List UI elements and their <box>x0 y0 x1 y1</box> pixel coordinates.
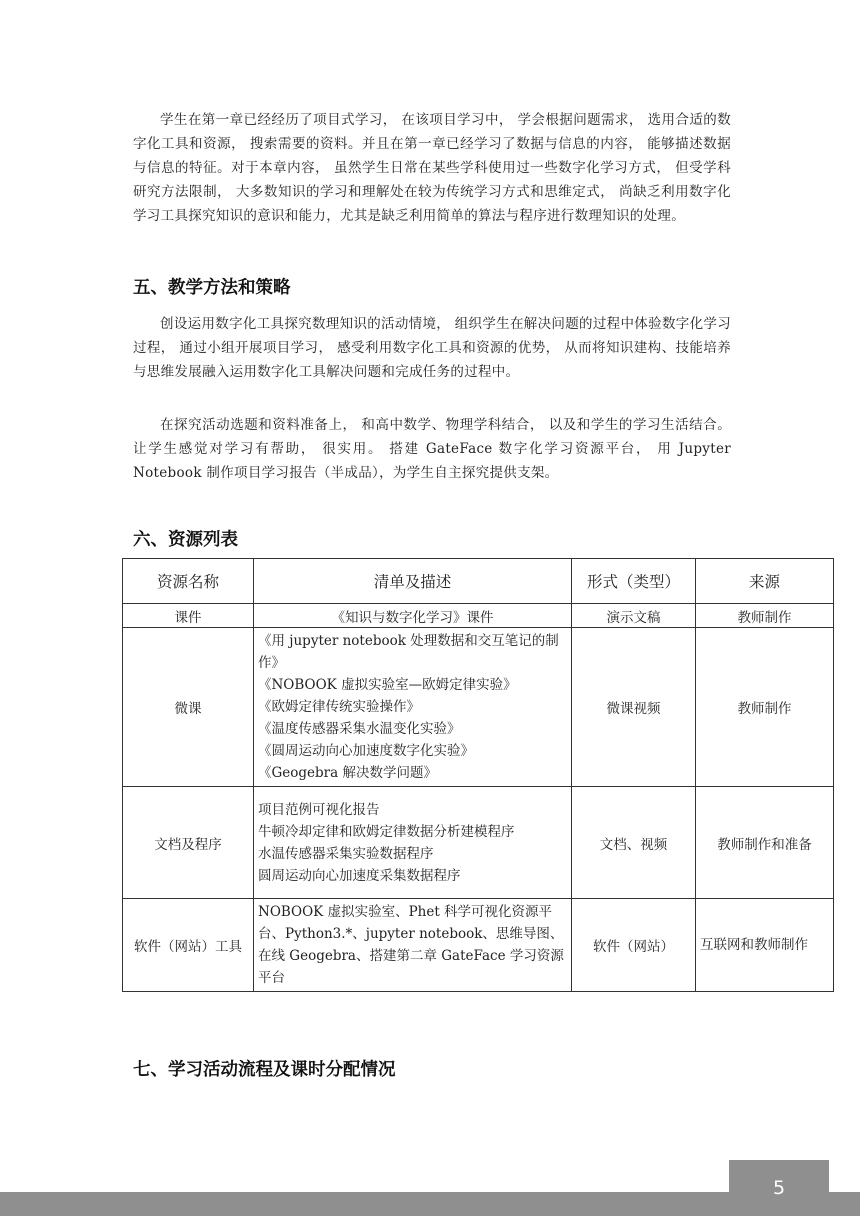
row-software-item: NOBOOK 虚拟实验室、Phet 科学可视化资源平台、Python3.*、jupyter notebook、思维导图、在线 Geogebra、搭建第二章 GateFace 学习资源平台 <box>254 899 572 992</box>
row-docs-type: 文档、视频 <box>572 787 696 899</box>
resource-table <box>122 558 834 992</box>
list-item: 牛顿冷却定律和欧姆定律数据分析建模程序 <box>258 823 515 840</box>
header-resource-name: 资源名称 <box>123 559 254 604</box>
list-item: 《NOBOOK 虚拟实验室—欧姆定律实验》 <box>258 677 517 693</box>
page-number: 5 <box>729 1160 829 1216</box>
table-row <box>123 604 834 628</box>
row-software-source: 互联网和教师制作 <box>696 899 834 992</box>
row-microlesson-source: 教师制作 <box>696 628 834 787</box>
section-5-paragraph-1: 创设运用数字化工具探究数理知识的活动情境， 组织学生在解决问题的过程中体验数字化学习过程， 通过小组开展项目学习， 感受利用数字化工具和资源的优势， 从而将知识建构、技能培养与思维发展融入运用数字化工具解决问题和完成任务的过程中。 <box>133 316 731 380</box>
row-software-type: 软件（网站） <box>572 899 696 992</box>
row-microlesson-items <box>254 628 572 787</box>
list-item: 水温传感器采集实验数据程序 <box>258 845 434 862</box>
list-item: 圆周运动向心加速度采集数据程序 <box>258 867 461 884</box>
table-row <box>123 899 834 992</box>
header-description: 清单及描述 <box>254 559 572 604</box>
table-row <box>123 628 834 787</box>
row-docs-source: 教师制作和准备 <box>696 787 834 899</box>
list-item: 项目范例可视化报告 <box>258 801 380 818</box>
table-header-row <box>123 559 834 604</box>
section-5-paragraph-2: 在探究活动选题和资料准备上， 和高中数学、物理学科结合， 以及和学生的学习生活结合。让学生感觉对学习有帮助， 很实用。 搭建 GateFace 数字化学习资源平台， 用 Jupyter Notebook 制作项目学习报告（半成品），为学生自主探究提供支架。 <box>133 417 731 481</box>
list-item: 《Geogebra 解决数学问题》 <box>258 765 437 781</box>
header-source: 来源 <box>696 559 834 604</box>
row-microlesson-name: 微课 <box>123 628 254 787</box>
table-row <box>123 787 834 899</box>
row-courseware-source: 教师制作 <box>696 604 834 628</box>
row-docs-items <box>254 787 572 899</box>
section-5-heading: 五、教学方法和策略 <box>133 278 291 298</box>
header-type: 形式（类型） <box>572 559 696 604</box>
list-item: 《欧姆定律传统实验操作》 <box>258 699 420 715</box>
list-item: 《温度传感器采集水温变化实验》 <box>258 721 461 737</box>
intro-paragraph: 学生在第一章已经经历了项目式学习， 在该项目学习中， 学会根据问题需求， 选用合适的数字化工具和资源， 搜索需要的资料。并且在第一章已经学习了数据与信息的内容， 能够描述数据与信息的特征。对于本章内容， 虽然学生日常在某些学科使用过一些数字化学习方式， 但受学科研究方法限制， 大多数知识的学习和理解处在较为传统学习方式和思维定式， 尚缺乏利用数字化学习工具探究知识的意识和能力，尤其是缺乏利用简单的算法与程序进行数理知识的处理。 <box>133 112 731 224</box>
section-6-heading: 六、资源列表 <box>133 530 238 550</box>
list-item: 《圆周运动向心加速度数字化实验》 <box>258 743 474 759</box>
row-courseware-type: 演示文稿 <box>572 604 696 628</box>
list-item: 《用 jupyter notebook 处理数据和交互笔记的制作》 <box>258 633 559 671</box>
section-7-heading: 七、学习活动流程及课时分配情况 <box>133 1060 396 1080</box>
row-courseware-name: 课件 <box>123 604 254 628</box>
row-courseware-item: 《知识与数字化学习》课件 <box>254 604 572 628</box>
row-microlesson-type: 微课视频 <box>572 628 696 787</box>
row-docs-name: 文档及程序 <box>123 787 254 899</box>
row-software-name: 软件（网站）工具 <box>123 899 254 992</box>
